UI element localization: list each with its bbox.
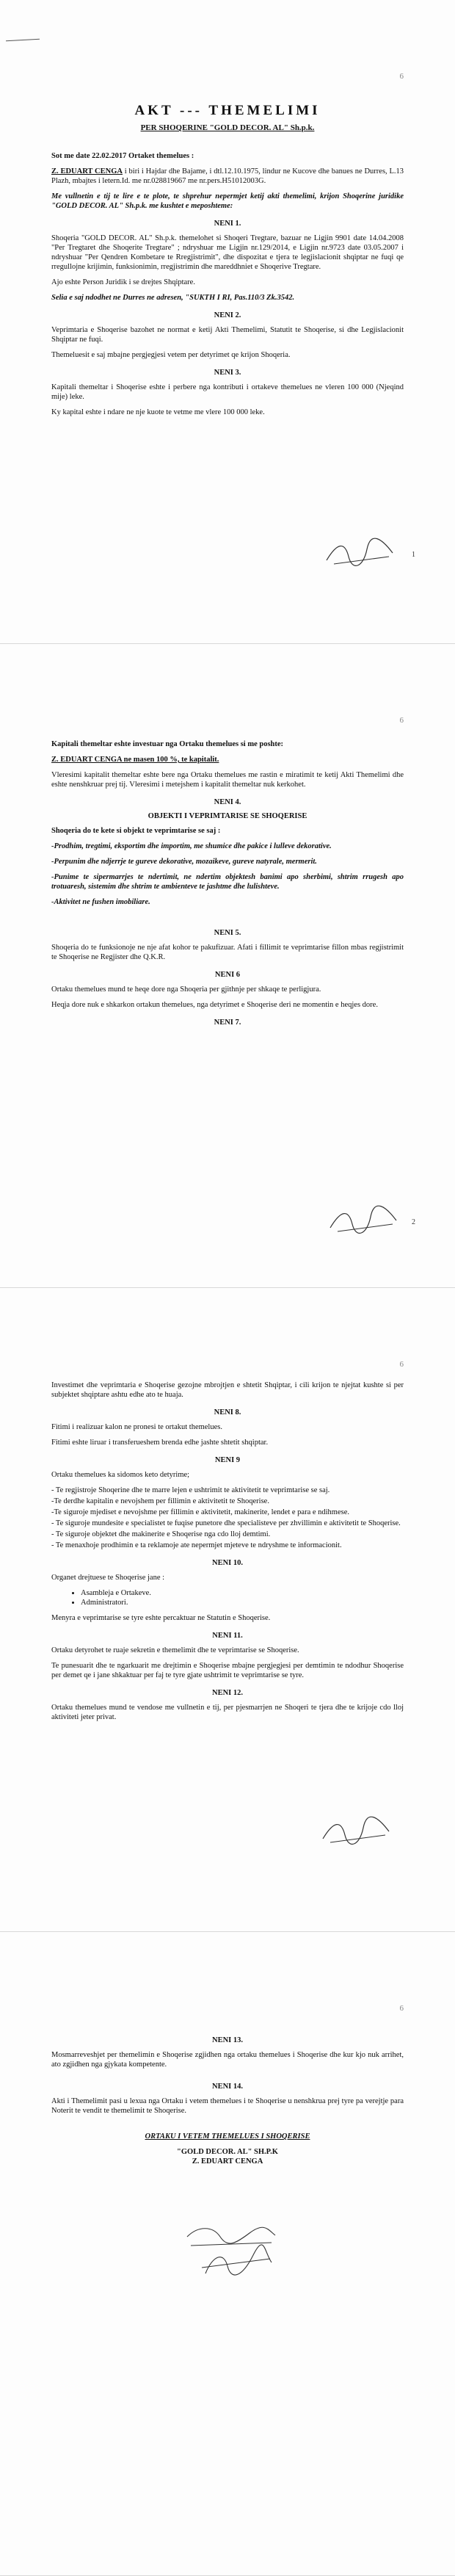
article-11-text: Ortaku detyrohet te ruaje sekretin e themelimit dhe te veprimtarise se Shoqerise. [51,1646,299,1654]
article-5-text: Shoqeria do te funksionoje ne nje afat kohor te pakufizuar. Afati i fillimit te veprimtarise fillon mbas regjistrimit te Shoqerise ne Regjister dhe Q.K.R. [51,944,404,961]
capital-title: Kapitali themeltar eshte investuar nga Ortaku themelues si me poshte: [51,740,284,748]
document-subtitle: PER SHOQERINE "GOLD DECOR. AL" Sh.p.k. [140,123,315,132]
document-page-2 [0,644,455,1288]
objective-intro: Shoqeria do te kete si objekt te veprimtarise se saj : [51,827,221,835]
signature-image [183,2222,279,2281]
article-13-heading: NENI 13. [211,2036,243,2044]
article-11-text-2: Te punesuarit dhe te ngarkuarit me drejtimin e Shoqerise mbajne pergjegjesi per demtimin te ndodhur Shoqerise per demet qe i jane shkaktuar per faj te tyre gjate ushtrimit te veprimtarise se tyre. [51,1662,404,1679]
article-7-text: Investimet dhe veprimtaria e Shoqerise gezojne mbrojtjen e shtetit Shqiptar, i cili krijon te njejtat kushte si per subjektet shqiptare ashtu edhe ato te huaja. [51,1381,404,1399]
company-address: Selia e saj ndodhet ne Durres ne adresen, "SUKTH I RI, Pas.110/3 Zk.3542. [51,294,295,302]
article-2-heading: NENI 2. [214,311,241,319]
pen-mark: 6 [399,716,404,725]
article-7-heading: NENI 7. [214,1019,241,1027]
closing-signature-block [51,2132,404,2166]
duty-item: - Te siguroje objektet dhe makinerite e Shoqerise nga cdo lloj demtimi. [51,1530,271,1538]
organs-list [81,1588,404,1607]
article-1-text-2: Ajo eshte Person Juridik i se drejtes Shqiptare. [51,278,195,286]
duty-item: - Te regjistroje Shoqerine dhe te marre lejen e ushtrimit te aktivitetit te veprimtarise se saj. [51,1486,330,1494]
article-13-text: Mosmarreveshjet per themelimin e Shoqerise zgjidhen nga ortaku themelues i Shoqerise dhe kur kjo nuk arrihet, ato zgjidhen nga gjykata kompetente. [51,2051,404,2069]
article-4-heading: NENI 4. [214,798,241,806]
article-8-text: Fitimi i realizuar kalon ne pronesi te ortakut themelues. [51,1423,222,1431]
signature-image [327,1202,400,1239]
founder-details: i biri i Hajdar dhe Bajame, i dtl.12.10.1975, lindur ne Kucove dhe banues ne Durres, L.13 Plazh, mbajtes i letern.Id. me nr.028819667 me nr.pers.H51012003G. [51,167,404,185]
organ-item: • Administratori. [81,1598,404,1607]
document-title: AKT --- THEMELIMI [134,103,321,118]
article-11-heading: NENI 11. [212,1632,243,1640]
article-10-text: Menyra e veprimtarise se tyre eshte percaktuar ne Statutin e Shoqerise. [51,1614,271,1622]
duties-list [51,1486,404,1550]
article-1-text: Shoqeria "GOLD DECOR. AL" Sh.p.k. themelohet si Shoqeri Tregtare, bazuar ne Ligjin 9901 date 14.04.2008 "Per Tregtaret dhe Shoqerite Tregtare" ; ndryshuar me Ligjin nr.129/2014, e Ligjin nr.9723 date 03.05.2007 i ndryshuar "Per Qendren Kombetare te Rregjistrimit", dhe dispozitat e tjera te legjislacionit shqiptar ne fuqi qe rregullojne krijimin, funksionimin, rregjistrimin dhe mareddhniet e Shoqerive Tregtare. [51,234,404,271]
article-6-text-2: Heqja dore nuk e shkarkon ortakun themelues, nga detyrimet e Shoqerise deri ne momentin e heqjes dore. [51,1001,378,1009]
organ-item: • Asambleja e Ortakeve. [81,1588,404,1598]
pen-mark: 6 [399,1360,404,1369]
article-12-heading: NENI 12. [211,1689,243,1697]
article-9-heading: NENI 9 [214,1456,241,1464]
objective-item: -Perpunim dhe ndjerrje te gureve dekorative, mozaikeve, gureve natyrale, mermerit. [51,858,317,866]
objective-item: -Punime te sipermarrjes te ndertimit, ne ndertim objektesh banimi apo sherbimi, shtrim rrugesh apo trotuaresh, sistemim dhe shtrim te ambienteve te jashtme dhe lulishteve. [51,873,404,891]
closing-title: ORTAKU I VETEM THEMELUES I SHOQERISE [145,2132,310,2141]
closing-company: "GOLD DECOR. AL" SH.P.K [177,2148,278,2156]
article-10-heading: NENI 10. [211,1559,243,1567]
document-page-4 [0,1932,455,2576]
intro-paragraph: Me vullnetin e tij te lire e te plote, te shprehur nepermjet ketij akti themelimi, krijon Shoqerine juridike "GOLD DECOR. AL" Sh.p.k. me kushtet e meposhteme: [51,192,404,210]
article-4-subheading: OBJEKTI I VEPRIMTARISE SE SHOQERISE [148,812,307,820]
article-3-text-2: Ky kapital eshte i ndare ne nje kuote te vetme me vlere 100 000 leke. [51,408,265,416]
pen-mark: 6 [399,2004,404,2013]
article-14-heading: NENI 14. [211,2083,243,2091]
duty-item: -Te siguroje mjediset e nevojshme per fillimin e aktivitetit, makinerite, lendet e para e ndihmese. [51,1508,350,1516]
capital-text: Vleresimi kapitalit themeltar eshte bere nga Ortaku themelues me rastin e miratimit te ketij Akti Themelimi dhe eshte nenshkruar prej tij. Vleresimi i metejshem i kapitalit themeltar nuk kerkohet. [51,771,404,789]
pen-mark: 6 [399,72,404,81]
article-3-heading: NENI 3. [214,369,241,377]
article-8-text-2: Fitimi eshte liruar i transferueshem brenda edhe jashte shtetit shqiptar. [51,1439,269,1447]
article-2-text-2: Themeluesit e saj mbajne pergjegjesi vetem per detyrimet qe krijon Shoqeria. [51,351,291,359]
page-number: 2 [412,1218,415,1226]
article-6-heading: NENI 6 [214,971,241,979]
founder-name: Z. EDUART CENGA [51,167,123,176]
article-6-text: Ortaku themelues mund te heqe dore nga Shoqeria per gjithnje per shkaqe te perligjura. [51,985,321,994]
article-9-intro: Ortaku themelues ka sidomos keto detyrime; [51,1471,190,1479]
document-page-3 [0,1288,455,1932]
article-8-heading: NENI 8. [214,1408,241,1417]
closing-name: Z. EDUART CENGA [192,2157,263,2166]
article-12-text: Ortaku themelues mund te vendose me vullnetin e tij, per pjesmarrjen ne Shoqeri te tjera dhe te krijoje cdo lloj aktiviteti jeter privat. [51,1704,404,1721]
article-5-heading: NENI 5. [214,929,241,937]
duty-item: - Te siguroje mundesite e specialistet te fuqise punetore dhe specialisteve per zhvillimin e aktivitetit te Shoqerise. [51,1519,401,1527]
page-number: 1 [412,551,415,559]
objective-item: -Prodhim, tregtimi, eksportim dhe importim, me shumice dhe pakice i lulleve dekorative. [51,842,332,850]
signature-image [323,535,396,571]
duty-item: -Te derdhe kapitalin e nevojshem per fillimin e aktivitetit te Shoqerise. [51,1497,269,1505]
date-line: Sot me date 22.02.2017 Ortaket themelues : [51,152,194,160]
founder-paragraph [51,167,404,186]
article-2-text: Veprimtaria e Shoqerise bazohet ne normat e ketij Akti Themelimi, Statutit te Shoqerise, si dhe Legjislacionit Shqiptar ne fuqi. [51,326,404,344]
signature-image [319,1813,393,1850]
article-1-heading: NENI 1. [214,220,241,228]
article-10-intro: Organet drejtuese te Shoqerise jane : [51,1574,165,1582]
document-page-1 [0,0,455,644]
stray-mark [6,39,40,41]
capital-line: Z. EDUART CENGA ne masen 100 %, te kapitalit. [51,756,219,764]
duty-item: - Te menaxhoje prodhimin e ta reklamoje ate nepermjet mjeteve te ndryshme te informacionit. [51,1541,342,1549]
article-3-text: Kapitali themeltar i Shoqerise eshte i perbere nga kontributi i ortakeve themelues ne vleren 100 000 (Njeqind mije) leke. [51,383,404,401]
objective-item: -Aktivitet ne fushen imobiliare. [51,898,150,906]
article-14-text: Akti i Themelimit pasi u lexua nga Ortaku i vetem themelues i te Shoqerise u nenshkrua prej tyre pa verejtje para Noterit te vendit te themelimit te Shoqerise. [51,2097,404,2115]
